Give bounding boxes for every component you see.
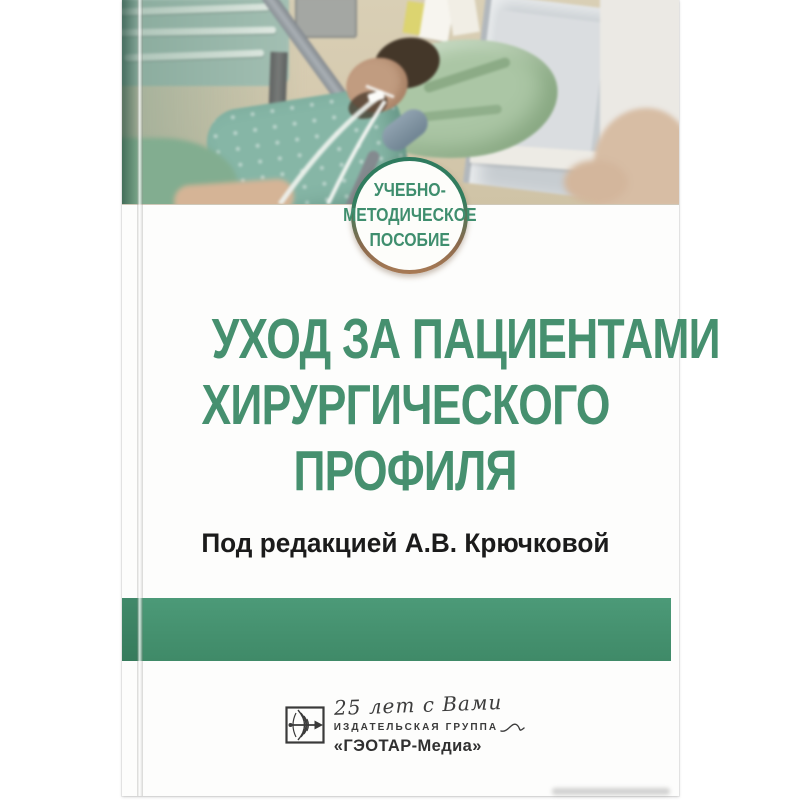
spine-shadow: [122, 0, 137, 204]
publisher-logo-group: [285, 690, 526, 756]
publisher-group-row: [334, 719, 526, 735]
edition-badge-face: [342, 161, 477, 270]
editor-credit: [140, 528, 671, 559]
publisher-text: [333, 690, 526, 756]
book-front-cover: [122, 0, 720, 796]
editor-credit-text: Под редакцией А.В. Крючковой: [201, 528, 610, 558]
cover-hinge-groove: [137, 0, 143, 796]
edition-badge: [342, 157, 477, 274]
publisher-brand-name: «ГЭОТАР-Медиа»: [333, 737, 482, 755]
book-title-line-3: ПРОФИЛЯ: [293, 439, 518, 503]
green-band: [122, 598, 671, 661]
book-title-line-2: ХИРУРГИЧЕСКОГО: [201, 373, 610, 437]
publisher-block: [140, 690, 671, 756]
geotar-soundwave-arrow-icon: [285, 704, 325, 746]
anniversary-row: [333, 690, 503, 720]
edition-badge-line: МЕТОДИЧЕСКОЕ: [342, 205, 477, 225]
edition-badge-line: УЧЕБНО-: [373, 180, 446, 200]
page-edge-smudge: [552, 788, 670, 795]
anniversary-script-text: 25 лет с Вами: [333, 690, 503, 720]
edition-badge-line: ПОСОБИЕ: [369, 230, 450, 250]
green-band-spine-shade: [122, 598, 138, 661]
book-title: [140, 306, 720, 504]
book-title-line-1: УХОД ЗА ПАЦИЕНТАМИ: [211, 307, 720, 371]
publisher-group-label: ИЗДАТЕЛЬСКАЯ ГРУППА: [333, 721, 499, 733]
signature-flourish-icon: [500, 719, 526, 735]
